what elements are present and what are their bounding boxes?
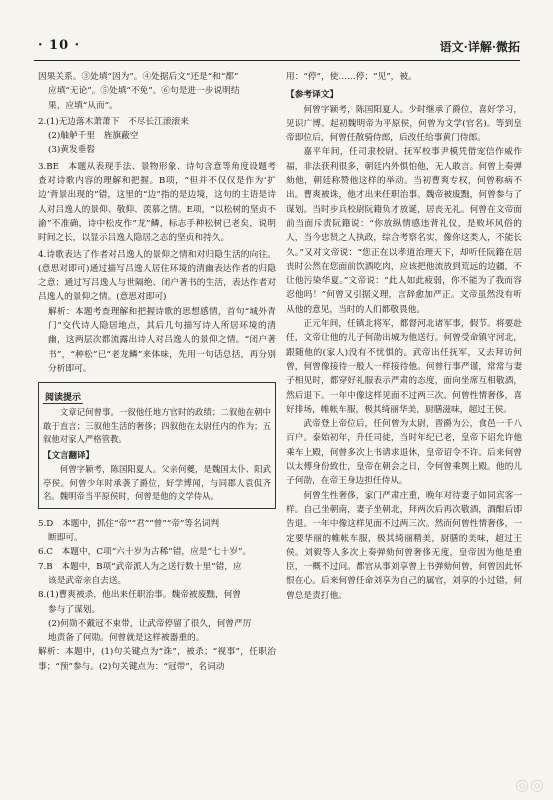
translation-paragraph: 武帝登上帝位后，任何曾为太尉，晋爵为公，食邑一千八百户。泰始初年，升任司徒，当时年纪已老，皇帝下诏允许他乘车上殿，何曾多次上书请求退休，皇帝诏令不许。后来何曾以太傅身份致仕，皇帝在朝会之日，令何曾乘舆上殿。他的儿子何劭，在帝王身边担任侍从。: [286, 419, 522, 487]
section-title: 【参考译文】: [286, 90, 339, 101]
text-line: (2)何勋不戴冠不束带，让武帝停留了很久，何曾严厉: [48, 618, 252, 629]
text-line: (3)黄发垂髫: [48, 145, 96, 156]
book-title: 语文·详解·微拓: [439, 40, 520, 54]
answer-item-5: 5.D 本题中，抓住“帝”“君”“曾”“帝”等名词判: [38, 518, 220, 529]
text-line: (2)舳舻千里 旌旗蔽空: [48, 131, 139, 142]
text-line: 果，应填“从而”。: [48, 100, 118, 111]
reading-tips-box: [38, 382, 276, 509]
left-column: [38, 70, 276, 674]
answer-item-4: 4.诗歌表达了作者对吕逸人的景仰之情和对归隐生活的向往。(意思对即可)通过描写吕逸人居住环境的清幽表达作者的归隐之意；通过写吕逸人与世隔绝、闭户著书的生活，表达作者对吕逸人的景仰之情。(意思对即可): [38, 249, 276, 303]
answer-item-2: 2.(1)无边落木萧萧下 不尽长江滚滚来: [38, 116, 189, 127]
translation-paragraph: 何曾生性奢侈，家门严肃庄重，晚年对待妻子如同宾客一样。自己坐朝南，妻子坐朝北，拜两次后再次敬酒，酒酣后即告退。一年中像这样见面不过两三次。然而何曾性情奢侈，一定要华丽的帷帐车服，极其绮丽精美，厨膳的美味，超过王侯。刘毅等人多次上奏弹劾何曾奢侈无度，皇帝因为他是重臣，一概不过问。都官从事刘享曾上书弹劾何曾，何曾因此怀恨在心。后来何曾任命刘享为自己的属官，刘享的小过错，何曾总是责打他。: [286, 490, 522, 601]
answer-item-3: 3.BE 本题从表现手法、景物形象、诗句含意等角度设题考查对诗歌内容的理解和把握。B项，“但并不仅仅是作为‘扩边’背景出现的”错，这里的“边”指的是边境，这句的主语是诗人对吕逸人的景仰、敬仰、羡慕之情。E项，“以松树的坚贞不渝”不准确，诗中松皮作“龙”鳞，标志手种松树已老矣，说明时间之长，以显示吕逸人隐居之志的坚贞和持久。: [38, 161, 276, 244]
translation-paragraph: 何曾字颖考，陈国阳夏人。少时继承了爵位，喜好学习，见识广博。起初魏明帝为平原侯，何曾为文学(官名)。等到皇帝即位后，何曾任散骑侍郎，后改任给事黄门侍郎。: [286, 104, 522, 144]
text-line: 用：“停”，使……停；“见”，被。: [286, 72, 417, 82]
text-line: 断即可。: [48, 533, 83, 544]
text-line: 因果关系。③处填“因为”。④处据后文“还是”和“都”: [38, 72, 239, 82]
answer-item-8: 8.(1)曹爽被杀，他出来任职治事。魏帝被废黜，何曾: [38, 590, 242, 601]
text-line: 地责备了何勋。何曾就是这样被器重的。: [48, 633, 205, 644]
analysis-8: 解析：本题中，(1)句关键点为“诛”，被杀；“视事”，任职治事；“预”参与。(2)句关键点为：“冠带”，名词动: [38, 647, 276, 672]
text-line: 应填“无论”。⑤处填“不免”。⑥句是进一步说明结: [48, 86, 240, 97]
page-number: · 10 ·: [38, 38, 81, 53]
page-header: [34, 34, 520, 64]
box-text: 文章记何曾事。一叙他任地方官时的政绩；二叙他在朝中敢于直言；三叙他生活的奢侈；四叙他在太尉任内的作为；五叙他对家人严格管教。: [43, 407, 271, 445]
box-text-2: 何曾字颖考，陈国阳夏人。父亲何夔，是魏国太仆、阳武亭侯。何曾少年时承袭了爵位，好学博闻，与同郡人袁侃齐名。魏明帝当平原侯时，何曾是他的文学侍从。: [43, 464, 271, 502]
translation-paragraph: 正元年间，任镇北将军，都督河北诸军事，假节。将要赴任，文帝让他的儿子何劭出城为他送行。何曾受命镇守河北，跟随他的(家人)没有不忧惧的。武帝出任抚军，又去拜访何曾，何曾像接待一般人一样接待他。何曾行事严谨，常常与妻子相见时，都穿好礼服表示严肃的态度，面向坐席互相敬酒，然后退下。一年中像这样见面不过两三次。何曾性情奢侈，喜好排场，帷帐车服，极其绮丽华美，厨膳滋味，超过王侯。: [286, 319, 522, 415]
translation-paragraph: 嘉平年间，任司隶校尉。抚军校事尹模凭借宠信作威作福，非法获利很多，朝廷内外惧怕他，无人敢言。何曾上奏弹劾他，朝廷称赞他这样的举动。当初曹爽专权，何曾称病不出。曹爽被诛，他才出来任职治事。魏帝被废黜，何曾参与了谋划。当时步兵校尉阮籍负才放诞，居丧无礼。何曾在文帝面前当面斥责阮籍说：“你放纵情感违背礼仪，是败坏风俗的人，当今忠贤之人执政，综合考察名实，像你这类人，不能长久。”又对文帝说：“您正在以孝道治理天下，却听任阮籍在居丧时公然在您面前饮酒吃肉，应该把他流放到荒远的边疆，不让他污染华夏。”文帝说：“此人如此疲弱，你不能为了我而容忍他吗！”何曾又引据义理，言辞愈加严正。文帝虽然没有听从他的意见，当时的人们都敬畏他。: [286, 147, 522, 315]
answer-item-7: 7.B 本题中，B项“武帝派人为之送行数十里”错，应: [38, 561, 242, 572]
right-column: [286, 70, 522, 603]
watermark-logo: ◎◎: [515, 775, 545, 794]
box-title: 阅读提示: [43, 390, 83, 404]
answer-item-6: 6.C 本题中，C项“六十岁为古稀”错，应是“七十岁”。: [38, 547, 252, 558]
text-line: 参与了谋划。: [48, 604, 101, 615]
header-rule: [34, 60, 520, 61]
analysis-4: 解析：本题考查理解和把握诗歌的思想感情，首句“城外青门”交代诗人隐居地点，其后几句描写诗人所居环境的清幽，这两层次都流露出诗人对吕逸人的景仰之情。“闭户著书”，“种松”已“老龙鳞”来体味，先用一句话总括，再分别分析即可。: [48, 306, 276, 374]
text-line: 该是武帝亲自去送。: [48, 575, 127, 586]
box-subtitle: 【文言翻译】: [43, 451, 95, 462]
